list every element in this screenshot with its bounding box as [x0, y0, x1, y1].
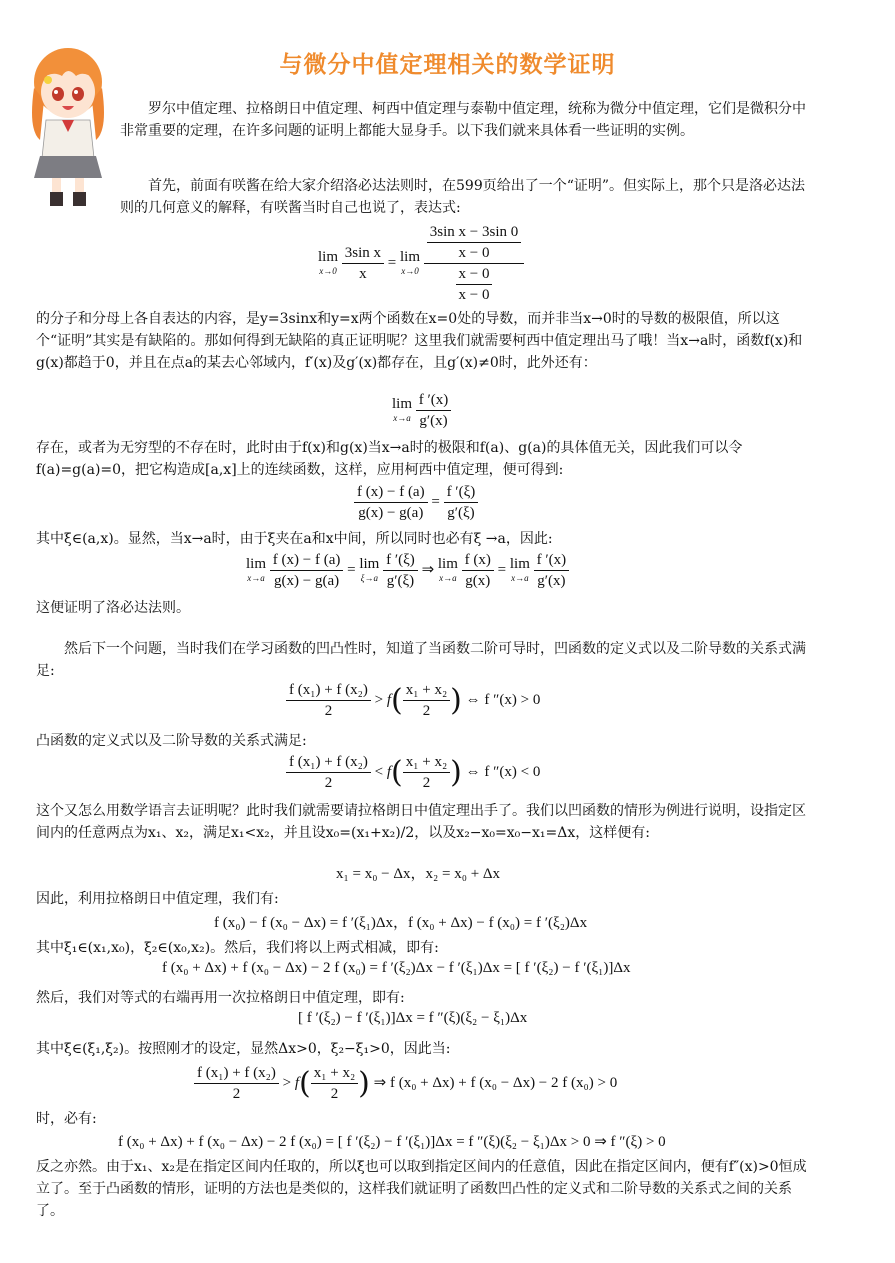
equation-x-definitions: x₁ = x₀ − Δx，x₂ = x₀ + Δx: [336, 866, 501, 882]
paragraph-cauchy: 存在，或者为无穷型的不存在时，此时由于f(x)和g(x)当x→a时的极限和f(a)、g(a)的具体值无关，因此我们可以令f(a)=g(a)=0，把它构造成[a,x]上的连续函数，这样，应用柯西中值定理，便可得到:: [36, 440, 743, 478]
equation-cauchy-mvt: $\frac{f (x) - f (a)}{g(x) - g(a)}$ = $\frac{f '(\xi)}{g'(\xi)}$: [354, 482, 478, 523]
paragraph-first: 首先，前面有咲酱在给大家介绍洛必达法则时，在599页给出了一个“证明”。但实际上，那个只是洛必达法则的几何意义的解释，有咲酱当时自己也说了，表达式:: [120, 178, 806, 216]
equation-subtracted: f (x₀ + Δx) + f (x₀ − Δx) − 2 f (x₀) = f ′(ξ₂)Δx − f ′(ξ₁)Δx = [ f ′(ξ₂) − f ′(ξ₁)]Δx: [162, 960, 631, 976]
equation-lhopital-proof: lim x→a $\frac{f (x) - f (a)}{g(x) - g(a)}$ = lim ξ→a $\frac{f '(\xi)}{g'(\xi)}$ ⇒ lim x→a $\frac{f (x)}{g(x)}$ = lim x→a $\frac{f '(x)}{g'(x)}$: [246, 550, 569, 591]
paragraph-lagrange-apply: 因此，利用拉格朗日中值定理，我们有:: [36, 891, 279, 907]
paragraph-intro: 罗尔中值定理、拉格朗日中值定理、柯西中值定理与泰勒中值定理，统称为微分中值定理，它们是微积分中非常重要的定理，在许多问题的证明上都能大显身手。以下我们就来具体看一些证明的实例。: [120, 101, 806, 139]
equation-derivative-ratio: lim x→a $\frac{f '(x)}{g'(x)}$: [392, 390, 451, 431]
paragraph-lagrange-setup: 这个又怎么用数学语言去证明呢？此时我们就需要请拉格朗日中值定理出手了。我们以凹函数的情形为例进行说明，设指定区间内的任意两点为x₁、x₂，满足x₁<x₂，并且设x₀=(x₁+x₂)/2，以及x₂−x₀=x₀−x₁=Δx，这样便有:: [36, 803, 806, 841]
paragraph-convex: 凸函数的定义式以及二阶导数的关系式满足:: [36, 733, 307, 749]
paragraph-must: 时，必有:: [36, 1111, 97, 1127]
equation-lhopital-example: lim x→0 $\frac{\text{3sin x}}{x}$ = lim x→0 $\frac{\frac{\text{3sin x − 3sin 0}}{x - 0}}{\frac{x - 0}{x - 0}}$: [318, 222, 524, 305]
paragraph-setting: 其中ξ∈(ξ₁,ξ₂)。按照刚才的设定，显然Δx>0，ξ₂−ξ₁>0，因此当:: [36, 1041, 451, 1057]
anime-girl-avatar: [22, 40, 114, 210]
equation-convex: $\frac{\text{f (x₁) + f (x₂)}}{2}$ < f( $\frac{\text{x₁ + x₂}}{2}$ ) ⇔ f ″(x) < 0: [286, 752, 540, 793]
paragraph-proved: 这便证明了洛必达法则。: [36, 600, 190, 616]
equation-second-lagrange: [ f ′(ξ₂) − f ′(ξ₁)]Δx = f ″(ξ)(ξ₂ − ξ₁)Δx: [298, 1010, 528, 1026]
equation-concave: $\frac{\text{f (x₁) + f (x₂)}}{2}$ > f( $\frac{\text{x₁ + x₂}}{2}$ ) ⇔ f ″(x) > 0: [286, 680, 540, 721]
paragraph-lagrange-again: 然后，我们对等式的右端再用一次拉格朗日中值定理，即有:: [36, 990, 405, 1006]
paragraph-conclusion: 反之亦然。由于x₁、x₂是在指定区间内任取的，所以ξ也可以取到指定区间内的任意值，因此在指定区间内，便有f″(x)>0恒成立了。至于凸函数的情形，证明的方法也是类似的，这样我们就证明了函数凹凸性的定义式和二阶导数的关系式之间的关系了。: [36, 1159, 807, 1219]
paragraph-concavity: 然后下一个问题，当时我们在学习函数的凹凸性时，知道了当函数二阶可导时，凹函数的定义式以及二阶导数的关系式满足:: [36, 641, 806, 679]
paragraph-xi: 其中ξ∈(a,x)。显然，当x→a时，由于ξ夹在a和x中间，所以同时也必有ξ →a，因此:: [36, 531, 553, 547]
equation-lagrange-pair: f (x₀) − f (x₀ − Δx) = f ′(ξ₁)Δx，f (x₀ + Δx) − f (x₀) = f ′(ξ₂)Δx: [214, 915, 588, 931]
paragraph-subtract: 其中ξ₁∈(x₁,x₀)，ξ₂∈(x₀,x₂)。然后，我们将以上两式相减，即有:: [36, 940, 439, 956]
paragraph-defect: 的分子和分母上各自表达的内容，是y=3sinx和y=x两个函数在x=0处的导数，而并非当x→0时的导数的极限值，所以这个“证明”其实是有缺陷的。那如何得到无缺陷的真正证明呢？这里我们就需要柯西中值定理出马了哦！当x→a时，函数f(x)和g(x)都趋于0，并且在点a的某去心邻域内，f′(x)及g′(x)都存在，且g′(x)≠0时，此外还有：: [36, 311, 803, 371]
page-title: 与微分中值定理相关的数学证明: [279, 52, 616, 78]
equation-when: $\frac{\text{f (x₁) + f (x₂)}}{2}$ > f( $\frac{\text{x₁ + x₂}}{2}$ ) ⇒ f (x₀ + Δx) + f (x₀ − Δx) − 2 f (x₀) > 0: [194, 1063, 617, 1104]
equation-final: f (x₀ + Δx) + f (x₀ − Δx) − 2 f (x₀) = [ f ′(ξ₂) − f ′(ξ₁)]Δx = f ″(ξ)(ξ₂ − ξ₁)Δx > 0 ⇒ f ″(ξ) > 0: [118, 1134, 666, 1150]
